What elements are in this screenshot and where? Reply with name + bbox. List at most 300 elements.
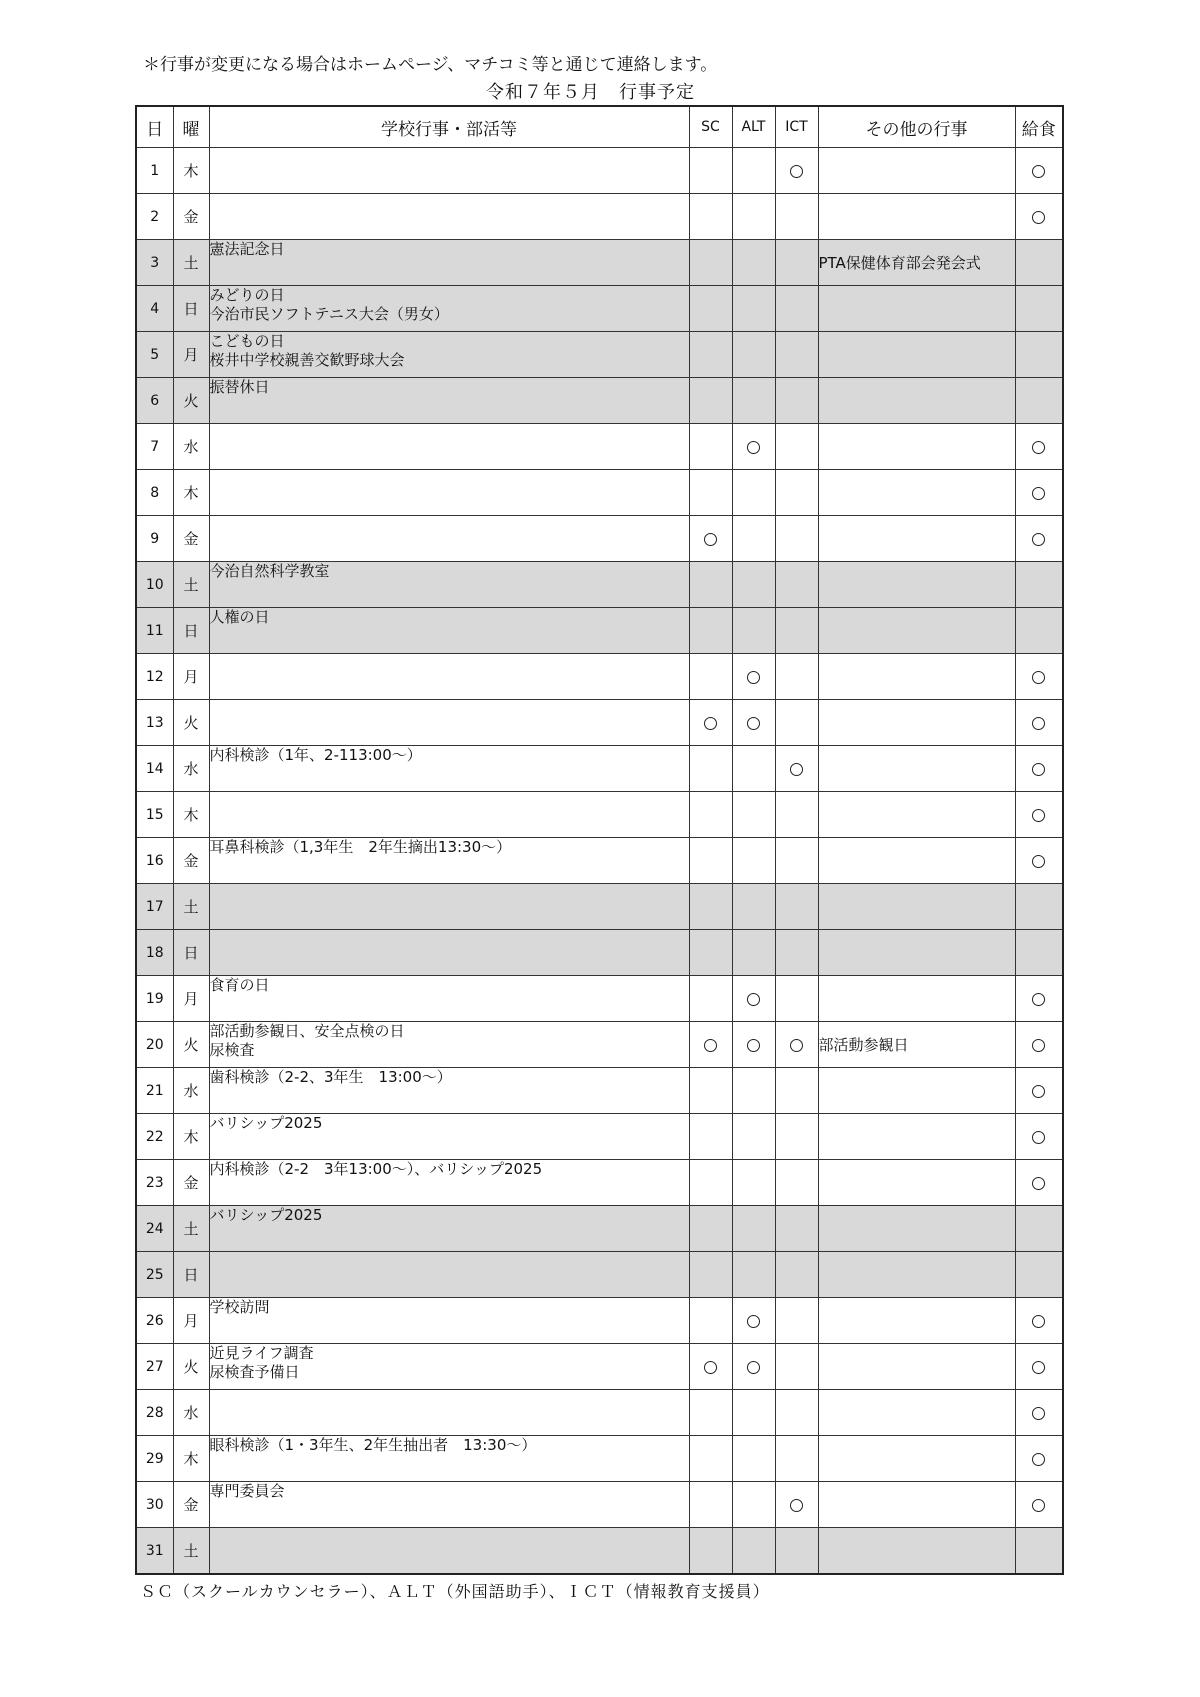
lunch-circle-mark (1032, 809, 1045, 822)
schedule-row (136, 1114, 1063, 1160)
other-event-cell (818, 930, 1015, 976)
event-line: 食育の日 (209, 976, 270, 994)
ict-cell (775, 1344, 818, 1390)
alt-cell (732, 286, 775, 332)
alt-cell (732, 240, 775, 286)
lunch-cell (1015, 194, 1063, 240)
weekday-cell: 火 (173, 378, 209, 424)
other-event-cell (818, 1114, 1015, 1160)
ict-cell (775, 792, 818, 838)
schedule-row (136, 1482, 1063, 1528)
weekday-cell: 木 (173, 470, 209, 516)
header-other: その他の行事 (818, 106, 1015, 148)
weekday-cell: 水 (173, 746, 209, 792)
weekday-cell: 火 (173, 1344, 209, 1390)
sc-cell (689, 470, 732, 516)
lunch-circle-mark (1032, 993, 1045, 1006)
events-cell (209, 1068, 689, 1114)
event-line: 振替休日 (209, 378, 270, 396)
events-cell (209, 1344, 689, 1390)
alt-cell (732, 332, 775, 378)
day-cell: 8 (136, 470, 173, 516)
alt-cell (732, 884, 775, 930)
lunch-cell (1015, 1160, 1063, 1206)
schedule-row (136, 838, 1063, 884)
day-cell: 9 (136, 516, 173, 562)
weekday-cell: 土 (173, 240, 209, 286)
alt-cell (732, 378, 775, 424)
ict-circle-mark (790, 165, 803, 178)
schedule-row (136, 700, 1063, 746)
ict-cell (775, 194, 818, 240)
event-line: 眼科検診（1・3年生、2年生抽出者 13:30～） (209, 1436, 537, 1454)
other-event-cell (818, 884, 1015, 930)
ict-circle-mark (790, 1039, 803, 1052)
lunch-circle-mark (1032, 211, 1045, 224)
weekday-cell: 火 (173, 700, 209, 746)
alt-cell (732, 1528, 775, 1575)
other-event-cell (818, 1390, 1015, 1436)
sc-cell (689, 378, 732, 424)
alt-cell (732, 1252, 775, 1298)
lunch-circle-mark (1032, 671, 1045, 684)
other-event-cell (818, 516, 1015, 562)
other-event-cell (818, 424, 1015, 470)
sc-circle-mark (704, 533, 717, 546)
sc-cell (689, 608, 732, 654)
schedule-row (136, 1344, 1063, 1390)
ict-cell (775, 562, 818, 608)
events-cell (209, 838, 689, 884)
alt-circle-mark (747, 717, 760, 730)
change-notice: ＊行事が変更になる場合はホームページ、マチコミ等と通じて連絡します。 (143, 55, 718, 75)
event-line: 憲法記念日 (209, 240, 285, 258)
weekday-cell: 火 (173, 1022, 209, 1068)
event-line: 学校訪問 (209, 1298, 270, 1316)
lunch-cell (1015, 1528, 1063, 1575)
other-event-cell (818, 654, 1015, 700)
lunch-cell (1015, 424, 1063, 470)
event-line: 耳鼻科検診（1,3年生 2年生摘出13:30～） (209, 838, 512, 856)
other-event-cell (818, 1160, 1015, 1206)
alt-cell (732, 562, 775, 608)
lunch-circle-mark (1032, 1407, 1045, 1420)
lunch-cell (1015, 470, 1063, 516)
other-event-cell (818, 1206, 1015, 1252)
weekday-cell: 日 (173, 286, 209, 332)
alt-cell (732, 608, 775, 654)
weekday-cell: 日 (173, 930, 209, 976)
event-line: 部活動参観日、安全点検の日 (209, 1022, 405, 1040)
weekday-cell: 木 (173, 1114, 209, 1160)
schedule-row (136, 194, 1063, 240)
weekday-cell: 土 (173, 1206, 209, 1252)
day-cell: 4 (136, 286, 173, 332)
header-weekday: 曜 (173, 106, 209, 148)
sc-cell (689, 516, 732, 562)
events-cell (209, 1160, 689, 1206)
lunch-circle-mark (1032, 763, 1045, 776)
schedule-row (136, 1252, 1063, 1298)
alt-cell (732, 700, 775, 746)
weekday-cell: 月 (173, 654, 209, 700)
other-event-cell: PTA保健体育部会発会式 (818, 240, 1015, 286)
other-event-cell (818, 194, 1015, 240)
alt-cell (732, 792, 775, 838)
event-line: みどりの日 (209, 286, 285, 304)
sc-cell (689, 1298, 732, 1344)
lunch-cell (1015, 1482, 1063, 1528)
day-cell: 28 (136, 1390, 173, 1436)
day-cell: 18 (136, 930, 173, 976)
lunch-circle-mark (1032, 855, 1045, 868)
ict-cell (775, 1114, 818, 1160)
schedule-table (135, 105, 1064, 1575)
event-line: 今治自然科学教室 (209, 562, 330, 580)
sc-cell (689, 1022, 732, 1068)
alt-cell (732, 424, 775, 470)
schedule-row (136, 1160, 1063, 1206)
lunch-cell (1015, 792, 1063, 838)
sc-cell (689, 746, 732, 792)
sc-cell (689, 148, 732, 194)
lunch-cell (1015, 838, 1063, 884)
event-line: 歯科検診（2-2、3年生 13:00～） (209, 1068, 452, 1086)
lunch-cell (1015, 1344, 1063, 1390)
alt-cell (732, 838, 775, 884)
day-cell: 30 (136, 1482, 173, 1528)
lunch-circle-mark (1032, 1499, 1045, 1512)
events-cell (209, 976, 689, 1022)
sc-cell (689, 240, 732, 286)
sc-cell (689, 1114, 732, 1160)
lunch-cell (1015, 700, 1063, 746)
events-cell (209, 654, 689, 700)
alt-cell (732, 470, 775, 516)
lunch-cell (1015, 1390, 1063, 1436)
alt-cell (732, 1344, 775, 1390)
ict-cell (775, 424, 818, 470)
events-cell (209, 930, 689, 976)
schedule-row (136, 1206, 1063, 1252)
schedule-row (136, 424, 1063, 470)
weekday-cell: 土 (173, 562, 209, 608)
schedule-row (136, 930, 1063, 976)
sc-cell (689, 884, 732, 930)
day-cell: 22 (136, 1114, 173, 1160)
lunch-circle-mark (1032, 1131, 1045, 1144)
ict-cell (775, 1390, 818, 1436)
events-cell (209, 1114, 689, 1160)
day-cell: 26 (136, 1298, 173, 1344)
lunch-cell (1015, 1022, 1063, 1068)
alt-circle-mark (747, 441, 760, 454)
ict-cell (775, 286, 818, 332)
events-cell (209, 1298, 689, 1344)
schedule-row (136, 792, 1063, 838)
ict-cell (775, 1482, 818, 1528)
lunch-circle-mark (1032, 1361, 1045, 1374)
schedule-row (136, 1022, 1063, 1068)
alt-cell (732, 930, 775, 976)
events-cell (209, 1528, 689, 1575)
day-cell: 6 (136, 378, 173, 424)
events-cell (209, 1252, 689, 1298)
schedule-row (136, 516, 1063, 562)
lunch-cell (1015, 1298, 1063, 1344)
sc-cell (689, 976, 732, 1022)
schedule-row (136, 286, 1063, 332)
header-sc: SC (689, 106, 732, 148)
header-lunch: 給食 (1015, 106, 1063, 148)
lunch-circle-mark (1032, 1453, 1045, 1466)
events-cell (209, 516, 689, 562)
lunch-cell (1015, 608, 1063, 654)
day-cell: 3 (136, 240, 173, 286)
lunch-circle-mark (1032, 1177, 1045, 1190)
weekday-cell: 水 (173, 424, 209, 470)
weekday-cell: 土 (173, 1528, 209, 1575)
ict-cell (775, 1528, 818, 1575)
weekday-cell: 金 (173, 194, 209, 240)
alt-cell (732, 1160, 775, 1206)
sc-cell (689, 838, 732, 884)
alt-cell (732, 1206, 775, 1252)
header-alt: ALT (732, 106, 775, 148)
other-event-cell (818, 1482, 1015, 1528)
lunch-circle-mark (1032, 717, 1045, 730)
day-cell: 13 (136, 700, 173, 746)
lunch-circle-mark (1032, 1315, 1045, 1328)
alt-cell (732, 1436, 775, 1482)
day-cell: 12 (136, 654, 173, 700)
ict-cell (775, 746, 818, 792)
weekday-cell: 月 (173, 976, 209, 1022)
ict-cell (775, 700, 818, 746)
events-cell (209, 562, 689, 608)
schedule-row (136, 884, 1063, 930)
event-line: 尿検査 (209, 1041, 255, 1059)
schedule-row (136, 608, 1063, 654)
other-event-cell (818, 700, 1015, 746)
lunch-circle-mark (1032, 441, 1045, 454)
schedule-row (136, 976, 1063, 1022)
header-ict: ICT (775, 106, 818, 148)
weekday-cell: 月 (173, 332, 209, 378)
alt-circle-mark (747, 993, 760, 1006)
ict-cell (775, 470, 818, 516)
other-event-cell (818, 792, 1015, 838)
day-cell: 23 (136, 1160, 173, 1206)
event-line: 桜井中学校親善交歓野球大会 (209, 351, 405, 369)
alt-cell (732, 746, 775, 792)
other-event-cell (818, 838, 1015, 884)
lunch-circle-mark (1032, 1085, 1045, 1098)
alt-cell (732, 1068, 775, 1114)
event-line: 尿検査予備日 (209, 1363, 300, 1381)
lunch-cell (1015, 516, 1063, 562)
events-cell (209, 148, 689, 194)
ict-cell (775, 378, 818, 424)
schedule-row (136, 562, 1063, 608)
ict-cell (775, 240, 818, 286)
day-cell: 21 (136, 1068, 173, 1114)
schedule-row (136, 1068, 1063, 1114)
weekday-cell: 月 (173, 1298, 209, 1344)
ict-cell (775, 654, 818, 700)
sc-cell (689, 1068, 732, 1114)
events-cell (209, 1436, 689, 1482)
alt-circle-mark (747, 1039, 760, 1052)
lunch-cell (1015, 1206, 1063, 1252)
ict-cell (775, 1252, 818, 1298)
other-event-cell (818, 1068, 1015, 1114)
other-event-cell (818, 746, 1015, 792)
alt-cell (732, 1298, 775, 1344)
header-events: 学校行事・部活等 (209, 106, 689, 148)
alt-cell (732, 976, 775, 1022)
sc-cell (689, 194, 732, 240)
sc-cell (689, 1206, 732, 1252)
event-line: 内科検診（1年、2-113:00～） (209, 746, 422, 764)
events-cell (209, 240, 689, 286)
lunch-circle-mark (1032, 165, 1045, 178)
alt-circle-mark (747, 1361, 760, 1374)
alt-circle-mark (747, 1315, 760, 1328)
weekday-cell: 水 (173, 1390, 209, 1436)
sc-cell (689, 562, 732, 608)
sc-cell (689, 1390, 732, 1436)
schedule-row (136, 654, 1063, 700)
sc-circle-mark (704, 1361, 717, 1374)
schedule-row (136, 1528, 1063, 1575)
event-line: 今治市民ソフトテニス大会（男女） (209, 305, 449, 323)
other-event-cell (818, 1344, 1015, 1390)
events-cell (209, 746, 689, 792)
day-cell: 24 (136, 1206, 173, 1252)
day-cell: 10 (136, 562, 173, 608)
events-cell (209, 884, 689, 930)
alt-cell (732, 654, 775, 700)
event-line: バリシップ2025 (209, 1114, 323, 1132)
ict-cell (775, 516, 818, 562)
alt-circle-mark (747, 671, 760, 684)
day-cell: 25 (136, 1252, 173, 1298)
sc-cell (689, 1160, 732, 1206)
sc-cell (689, 930, 732, 976)
alt-cell (732, 194, 775, 240)
weekday-cell: 金 (173, 1160, 209, 1206)
day-cell: 29 (136, 1436, 173, 1482)
day-cell: 17 (136, 884, 173, 930)
day-cell: 19 (136, 976, 173, 1022)
schedule-row (136, 1390, 1063, 1436)
day-cell: 1 (136, 148, 173, 194)
day-cell: 14 (136, 746, 173, 792)
ict-circle-mark (790, 1499, 803, 1512)
other-event-cell (818, 608, 1015, 654)
sc-cell (689, 1528, 732, 1575)
sc-cell (689, 792, 732, 838)
lunch-cell (1015, 654, 1063, 700)
ict-cell (775, 1022, 818, 1068)
other-event-cell (818, 1252, 1015, 1298)
ict-cell (775, 608, 818, 654)
ict-cell (775, 884, 818, 930)
ict-cell (775, 148, 818, 194)
weekday-cell: 金 (173, 516, 209, 562)
weekday-cell: 金 (173, 1482, 209, 1528)
schedule-row (136, 332, 1063, 378)
sc-cell (689, 332, 732, 378)
weekday-cell: 金 (173, 838, 209, 884)
weekday-cell: 日 (173, 1252, 209, 1298)
header-row (136, 106, 1063, 148)
events-cell (209, 608, 689, 654)
day-cell: 11 (136, 608, 173, 654)
lunch-circle-mark (1032, 1039, 1045, 1052)
other-event-cell (818, 1436, 1015, 1482)
weekday-cell: 土 (173, 884, 209, 930)
lunch-cell (1015, 746, 1063, 792)
events-cell (209, 378, 689, 424)
events-cell (209, 792, 689, 838)
sc-cell (689, 1436, 732, 1482)
schedule-row (136, 1436, 1063, 1482)
other-event-cell (818, 976, 1015, 1022)
event-line: 専門委員会 (209, 1482, 285, 1500)
event-line: 内科検診（2-2 3年13:00～）、バリシップ2025 (209, 1160, 543, 1178)
schedule-row (136, 148, 1063, 194)
legend-footer: ＳＣ（スクールカウンセラー）、ＡＬＴ（外国語助手）、ＩＣＴ（情報教育支援員） (140, 1582, 770, 1601)
lunch-cell (1015, 332, 1063, 378)
sc-cell (689, 700, 732, 746)
event-line: こどもの日 (209, 332, 285, 350)
sc-cell (689, 1344, 732, 1390)
ict-cell (775, 976, 818, 1022)
page-title: 令和７年５月 行事予定 (486, 82, 695, 103)
events-cell (209, 1022, 689, 1068)
weekday-cell: 木 (173, 148, 209, 194)
other-event-cell (818, 286, 1015, 332)
lunch-circle-mark (1032, 487, 1045, 500)
sc-cell (689, 286, 732, 332)
other-event-cell (818, 1528, 1015, 1575)
other-event-cell (818, 1298, 1015, 1344)
alt-cell (732, 516, 775, 562)
sc-cell (689, 424, 732, 470)
sc-cell (689, 654, 732, 700)
events-cell (209, 286, 689, 332)
lunch-cell (1015, 1436, 1063, 1482)
schedule-row (136, 240, 1063, 286)
alt-cell (732, 1390, 775, 1436)
ict-cell (775, 1436, 818, 1482)
ict-circle-mark (790, 763, 803, 776)
lunch-cell (1015, 884, 1063, 930)
other-event-cell: 部活動参観日 (818, 1022, 1015, 1068)
lunch-cell (1015, 148, 1063, 194)
header-day: 日 (136, 106, 173, 148)
events-cell (209, 332, 689, 378)
schedule-row (136, 378, 1063, 424)
day-cell: 7 (136, 424, 173, 470)
sc-circle-mark (704, 1039, 717, 1052)
schedule-body (136, 148, 1063, 1575)
day-cell: 2 (136, 194, 173, 240)
day-cell: 15 (136, 792, 173, 838)
ict-cell (775, 1206, 818, 1252)
